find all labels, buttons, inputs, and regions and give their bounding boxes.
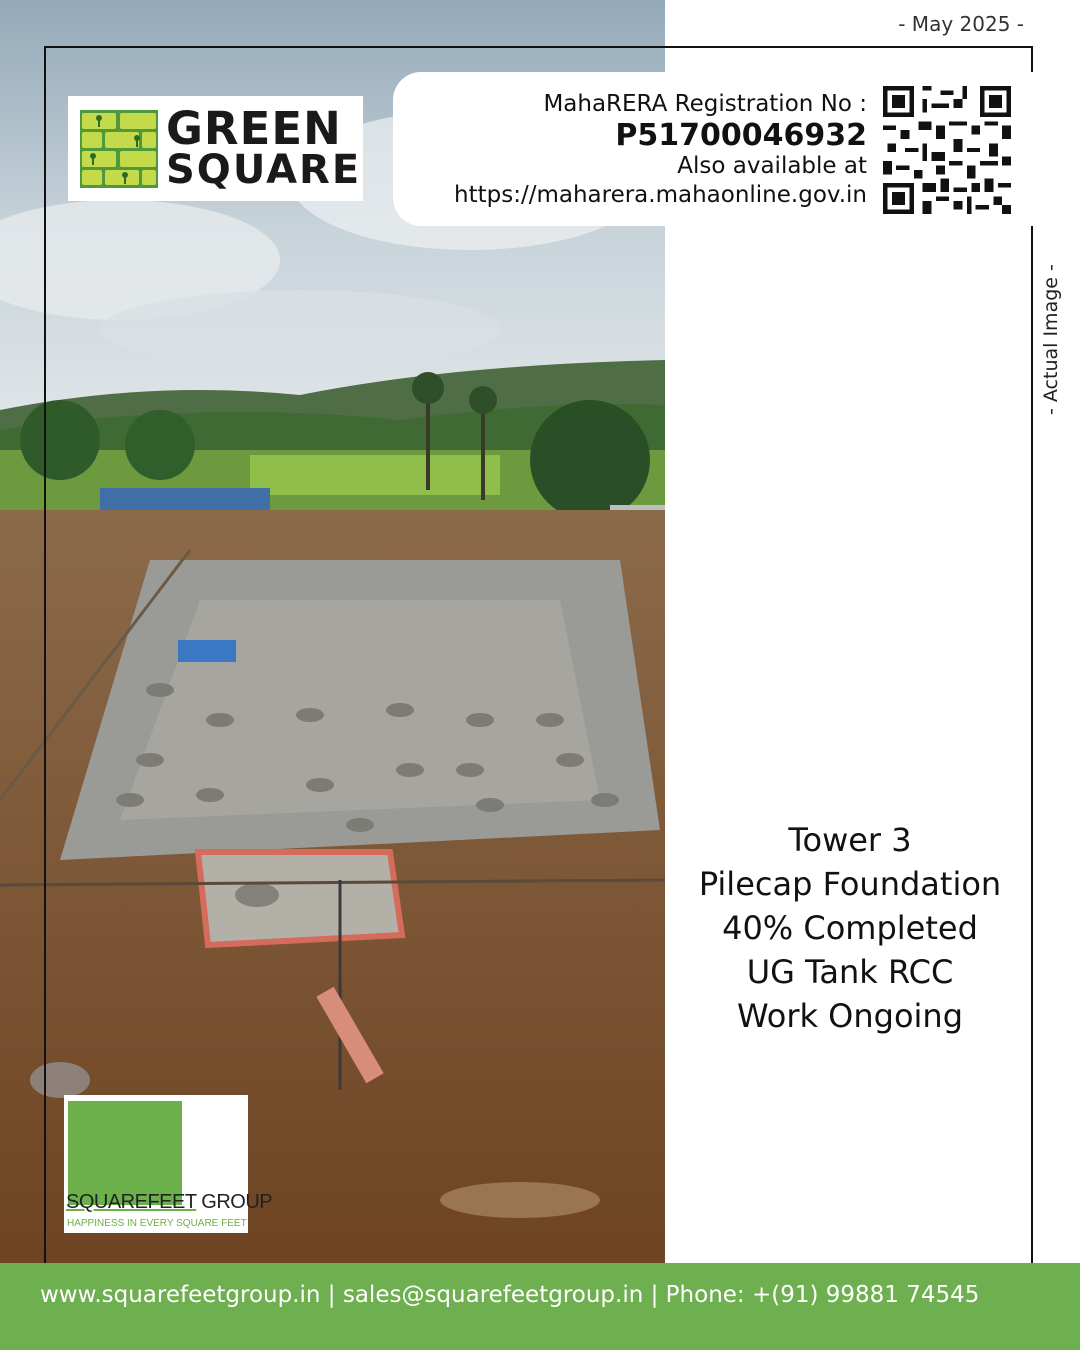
brand-line-2: SQUARE <box>166 146 362 193</box>
status-line-foundation: Pilecap Foundation <box>698 865 1002 903</box>
group-name-part1: SQUAREFEET <box>66 1191 197 1213</box>
date-label: - May 2025 - <box>898 12 1024 36</box>
rera-url[interactable]: https://maharera.mahaonline.gov.in <box>454 181 867 208</box>
frame-left-line <box>44 46 46 1263</box>
footer-bar <box>0 1263 1080 1350</box>
group-tagline: HAPPINESS IN EVERY SQUARE FEET <box>67 1218 247 1229</box>
group-name-part2: GROUP <box>196 1191 273 1213</box>
frame-right-line <box>1031 46 1033 1263</box>
frame-top-line <box>44 46 1032 48</box>
status-line-completion: 40% Completed <box>722 909 978 947</box>
status-line-tower: Tower 3 <box>788 821 912 859</box>
footer-contact: www.squarefeetgroup.in | sales@squarefeetgroup.in | Phone: +(91) 99881 74545 <box>40 1282 980 1308</box>
progress-status <box>680 818 1020 1038</box>
green-square-logo-icon <box>80 110 158 188</box>
status-line-tank: UG Tank RCC <box>746 953 954 991</box>
rera-number: P51700046932 <box>615 117 867 153</box>
rera-available-label: Also available at <box>677 152 867 179</box>
rera-panel <box>393 72 1033 226</box>
actual-image-label: - Actual Image - <box>1040 264 1062 416</box>
qr-code-icon <box>883 86 1011 214</box>
brand-line-1: GREEN <box>166 102 342 156</box>
group-name <box>66 1191 272 1214</box>
squarefeet-logo-icon <box>68 1101 182 1205</box>
squarefeet-logo <box>64 1095 273 1233</box>
status-line-ongoing: Work Ongoing <box>736 997 964 1035</box>
rera-label: MahaRERA Registration No : <box>543 91 867 117</box>
green-square-logo <box>68 96 363 201</box>
